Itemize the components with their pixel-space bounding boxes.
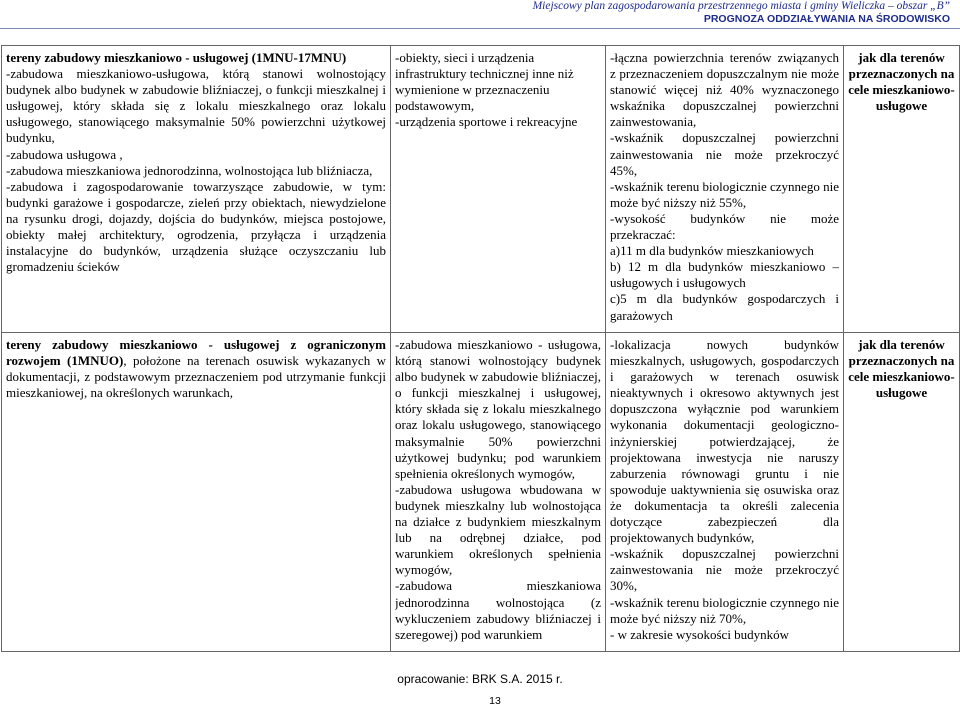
row2-col2-line: -zabudowa mieszkaniowa jednorodzinna wolnostojąca (z wykluczeniem zabudowy bliźniaczej i szeregowej) pod warunkiem [395,578,601,642]
row2-assessment-cell [844,333,960,652]
footer-credit: opracowanie: BRK S.A. 2015 r. [397,672,563,686]
row1-col2-line: -obiekty, sieci i urządzenia infrastruktury technicznej inne niż wymienione w przeznaczeniu podstawowym, [395,50,574,114]
row2-col3-line: - w zakresie wysokości budynków [610,626,790,642]
row2-permitted-cell [391,333,606,652]
row1-col3-line: c)5 m dla budynków gospodarczych i garażowych [610,291,839,323]
row2-col3-line: -wskaźnik dopuszczalnej powierzchni zainwestowania nie może przekroczyć 30%, [610,546,839,594]
row1-col1-line: -zabudowa i zagospodarowanie towarzyszące zabudowie, w tym: budynki garażowe i gospodarcze, zieleń przy obiektach, niewydzielone na rysunku drogi, dojazdy, dojścia do budynków, miejsca postojowe, obiekty małej architektury, ogrodzenia, przyłącza i urządzenia instalacyjne do budynków, urządzenia służące oczyszczaniu lub gromadzeniu ścieków [6,178,386,275]
page-header [533,0,950,26]
table-row [2,333,960,652]
row1-col3-line: -wysokość budynków nie może przekraczać: [610,210,839,243]
row1-title: tereny zabudowy mieszkaniowo - usługowej (1MNU-17MNU) [6,50,347,65]
row1-permitted-cell [391,46,606,333]
row2-designation-cell [2,333,391,652]
row1-col3-line: a)11 m dla budynków mieszkaniowych [610,243,814,259]
row2-col3-line: -wskaźnik terenu biologicznie czynnego nie może być niższy niż 70%, [610,594,839,626]
row2-col2-line: -zabudowa usługowa wbudowana w budynek mieszkalny lub wolnostojąca na działce z budynkiem mieszkalnym lub na odrębnej działce, pod warunkiem określonych spełnienia wymogów, [395,481,601,578]
row1-col3-line: -wskaźnik terenu biologicznie czynnego nie może być niższy niż 55%, [610,178,839,210]
row1-assessment-text: jak dla terenów przeznaczonych na cele mieszkaniowo-usługowe [848,50,955,114]
row1-col1-line: -zabudowa mieszkaniowo-usługowa, którą stanowi wolnostojący budynek albo budynek w zabudowie bliźniaczej, o funkcji mieszkalnej i usługowej, który składa się z lokalu mieszkalnego oraz lokalu usługowego, stanowiącego maksymalnie 50% powierzchni użytkowej budynku, [6,66,386,146]
page-number: 13 [489,695,501,707]
header-rule [0,28,960,29]
row2-col3-line: -lokalizacja nowych budynków mieszkalnych, usługowych, gospodarczych i garażowych w terenach osuwisk nieaktywnych i okresowo aktywnych jest dopuszczona wyłącznie pod warunkiem wykonania dokumentacji geologiczno-inżynierskiej potwierdzającej, że projektowana inwestycja nie naruszy zaburzenia równowagi gruntu i nie spowoduje uaktywnienia się osuwiska oraz że dokumentacja ta określi zalecenia dotyczące zabezpieczeń dla projektowanych budynków, [610,337,839,546]
row2-assessment-text: jak dla terenów przeznaczonych na cele mieszkaniowo-usługowe [848,337,955,401]
row1-assessment-cell [844,46,960,333]
header-plan-title: Miejscowy plan zagospodarowania przestrzennego miasta i gminy Wieliczka – obszar „B” [532,0,950,12]
row2-col1-text: , położone na terenach osuwisk wykazanych w dokumentacji, z podstawowym przeznaczeniem pod utrzymanie funkcji mieszkaniowej, na określonych warunkach, [6,353,386,401]
row2-title: tereny zabudowy mieszkaniowo - usługowej z ograniczonym rozwojem (1MNUO) [6,337,386,369]
row1-col1-line: -zabudowa mieszkaniowa jednorodzinna, wolnostojąca lub bliźniacza, [6,162,373,178]
row1-col3-line: b) 12 m dla budynków mieszkaniowo – usługowych i usługowych [610,259,839,291]
row1-col1-line: -zabudowa usługowa , [6,146,123,162]
row1-designation-cell [2,46,391,333]
row1-col3-line: -łączna powierzchnia terenów związanych z przeznaczeniem dopuszczalnym nie może stanowić więcej niż 40% wyznaczonego wskaźnika dopuszczalnej powierzchni zainwestowania, [610,50,839,130]
row1-col2-line: -urządzenia sportowe i rekreacyjne [395,114,578,130]
row2-col2-line: -zabudowa mieszkaniowo - usługowa, którą stanowi wolnostojący budynek albo budynek w zabudowie bliźniaczej, o funkcji mieszkalnej i usługowej, który składa się z lokalu mieszkalnego oraz lokalu usługowego, stanowiącego maksymalnie 50% powierzchni użytkowej budynku; pod warunkiem spełnienia określonych wymogów, [395,337,601,481]
row1-col3-line: -wskaźnik dopuszczalnej powierzchni zainwestowania nie może przekroczyć 45%, [610,130,839,178]
table-row [2,46,960,333]
header-document-title: PROGNOZA ODDZIAŁYWANIA NA ŚRODOWISKO [703,13,950,25]
land-use-table [1,45,960,652]
row1-conditions-cell [606,46,844,333]
row2-conditions-cell [606,333,844,652]
